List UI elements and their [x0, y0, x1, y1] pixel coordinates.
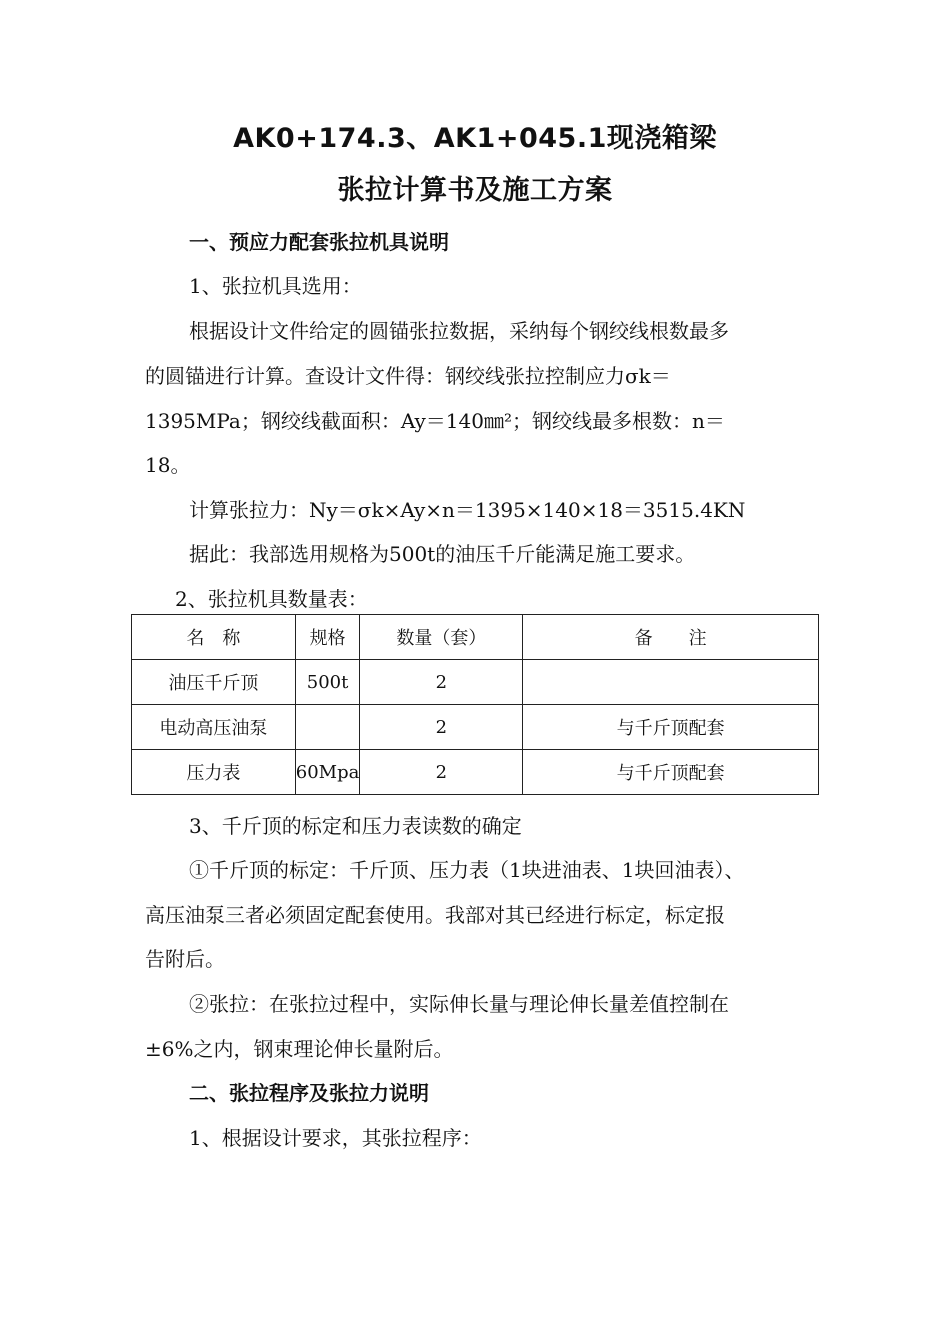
table-cell: 2	[360, 750, 523, 795]
paragraph-line: 1395MPa；钢绞线截面积：Ay＝140㎜²；钢绞线最多根数：n＝	[145, 409, 725, 433]
tension-calculation: 计算张拉力：Ny＝σk×Ay×n＝1395×140×18＝3515.4KN	[189, 498, 746, 522]
table-header-cell: 规格	[295, 615, 360, 660]
subheading-machine-table: 2、张拉机具数量表：	[175, 587, 368, 611]
paragraph-line: 18。	[145, 453, 191, 477]
paragraph-line: ①千斤顶的标定：千斤顶、压力表（1块进油表、1块回油表）、	[189, 858, 745, 882]
conclusion-line: 据此：我部选用规格为500t的油压千斤能满足施工要求。	[189, 542, 696, 566]
table-cell: 与千斤顶配套	[523, 750, 819, 795]
paragraph-line: 告附后。	[145, 947, 225, 971]
subheading-machine-selection: 1、张拉机具选用：	[189, 274, 362, 298]
document-subtitle: 张拉计算书及施工方案	[337, 175, 613, 206]
table-header-cell: 备 注	[523, 615, 819, 660]
subheading-tension-procedure: 1、根据设计要求，其张拉程序：	[189, 1126, 482, 1150]
table-header-cell: 数量（套）	[360, 615, 523, 660]
table-cell	[523, 660, 819, 705]
section2-heading: 二、张拉程序及张拉力说明	[189, 1081, 429, 1105]
table-cell: 2	[360, 660, 523, 705]
table-header-cell: 名 称	[132, 615, 296, 660]
section1-heading: 一、预应力配套张拉机具说明	[189, 230, 449, 254]
table-cell: 压力表	[132, 750, 296, 795]
table-header-row	[132, 615, 819, 660]
document-title: AK0+174.3、AK1+045.1现浇箱梁	[233, 123, 717, 154]
table-cell	[295, 705, 360, 750]
table-cell: 与千斤顶配套	[523, 705, 819, 750]
table-cell: 电动高压油泵	[132, 705, 296, 750]
subheading-calibration: 3、千斤顶的标定和压力表读数的确定	[189, 814, 522, 838]
paragraph-line: 的圆锚进行计算。查设计文件得：钢绞线张拉控制应力σk＝	[145, 364, 671, 388]
table-cell: 油压千斤顶	[132, 660, 296, 705]
table-cell: 2	[360, 705, 523, 750]
paragraph-line: 高压油泵三者必须固定配套使用。我部对其已经进行标定，标定报	[145, 903, 725, 927]
paragraph-line: ±6%之内，钢束理论伸长量附后。	[145, 1037, 454, 1061]
machine-quantity-table	[131, 614, 819, 795]
paragraph-line: 根据设计文件给定的圆锚张拉数据，采纳每个钢绞线根数最多	[189, 319, 729, 343]
table-row	[132, 750, 819, 795]
table-cell: 60Mpa	[295, 750, 360, 795]
paragraph-line: ②张拉：在张拉过程中，实际伸长量与理论伸长量差值控制在	[189, 992, 729, 1016]
table-row	[132, 660, 819, 705]
table-cell: 500t	[295, 660, 360, 705]
table-row	[132, 705, 819, 750]
